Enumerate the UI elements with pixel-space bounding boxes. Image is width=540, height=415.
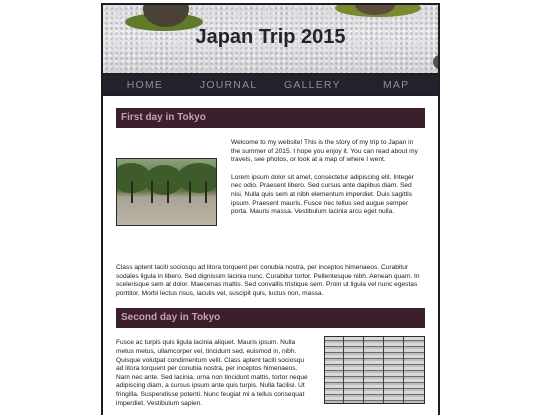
nav-journal-link[interactable]: JOURNAL [199,79,258,91]
header-banner [103,5,438,75]
nav-home-link[interactable]: HOME [126,79,164,91]
day1-lorem-paragraph: Lorem ipsum dolor sit amet, consectetur adipiscing elit. Integer nec odio. Praesent libero. Sed cursus ante dapibus diam. Sed nisi. Nulla quis sem at nibh elementum imperdiet. Duis sagittis ipsum. Praesent mauris. Fusce nec tellus sed augue semper porta. Mauris massa. Vestibulum lacinia arcu eget nulla. [231,173,414,216]
tokyo-archive-photo[interactable] [324,336,425,404]
section-heading-day1: First day in Tokyo [116,108,425,128]
main-nav [103,75,438,96]
page-container [101,3,440,415]
section-heading-day2: Second day in Tokyo [116,308,425,328]
day2-paragraph: Fusce ac turpis quis ligula lacinia aliquet. Mauris ipsum. Nulla metus metus, ullamcorper vel, tincidunt sed, euismod in, nibh. Quisque volutpat condimentum velit. Class aptent taciti sociosqu ad litora torquent per conubia nostra, per inceptos himenaeos. Nam nec ante. Sed lacinia, urna non tincidunt mattis, tortor neque adipiscing diam, a cursus ipsum ante quis turpis. Nulla facilisi. Ut fringilla. Suspendisse potenti. Nunc feugiat mi a tellus consequat imperdiet. Vestibulum sapien. [116,339,308,407]
tokyo-park-photo[interactable] [116,158,217,226]
site-title: Japan Trip 2015 [195,26,346,48]
banner-stone-corner [433,55,438,69]
day1-full-width-paragraph: Class aptent taciti sociosqu ad litora torquent per conubia nostra, per inceptos himenaeos. Curabitur sodales ligula in libero. Sed dignissim lacinia nunc. Curabitur tortor. Pellentesque nibh. Aenean quam. In scelerisque sem at dolor. Maecenas mattis. Sed convallis tristique sem. Proin ut ligula vel nunc egestas porttitor. Morbi lectus risus, iaculis vel, suscipit quis, luctus non, massa. [116,264,420,297]
nav-map-link[interactable]: MAP [382,79,410,91]
day1-intro-paragraph: Welcome to my website! This is the story of my trip to Japan in the summer of 2015. I hope you enjoy it. You can read about my travels, see photos, or look at a map of where I went. [231,139,418,164]
main-content [103,96,438,408]
nav-gallery-link[interactable]: GALLERY [284,79,341,91]
day1-text-column [231,139,424,217]
day2-section [116,308,425,408]
day1-body [116,139,425,257]
day2-text-column [116,339,309,408]
